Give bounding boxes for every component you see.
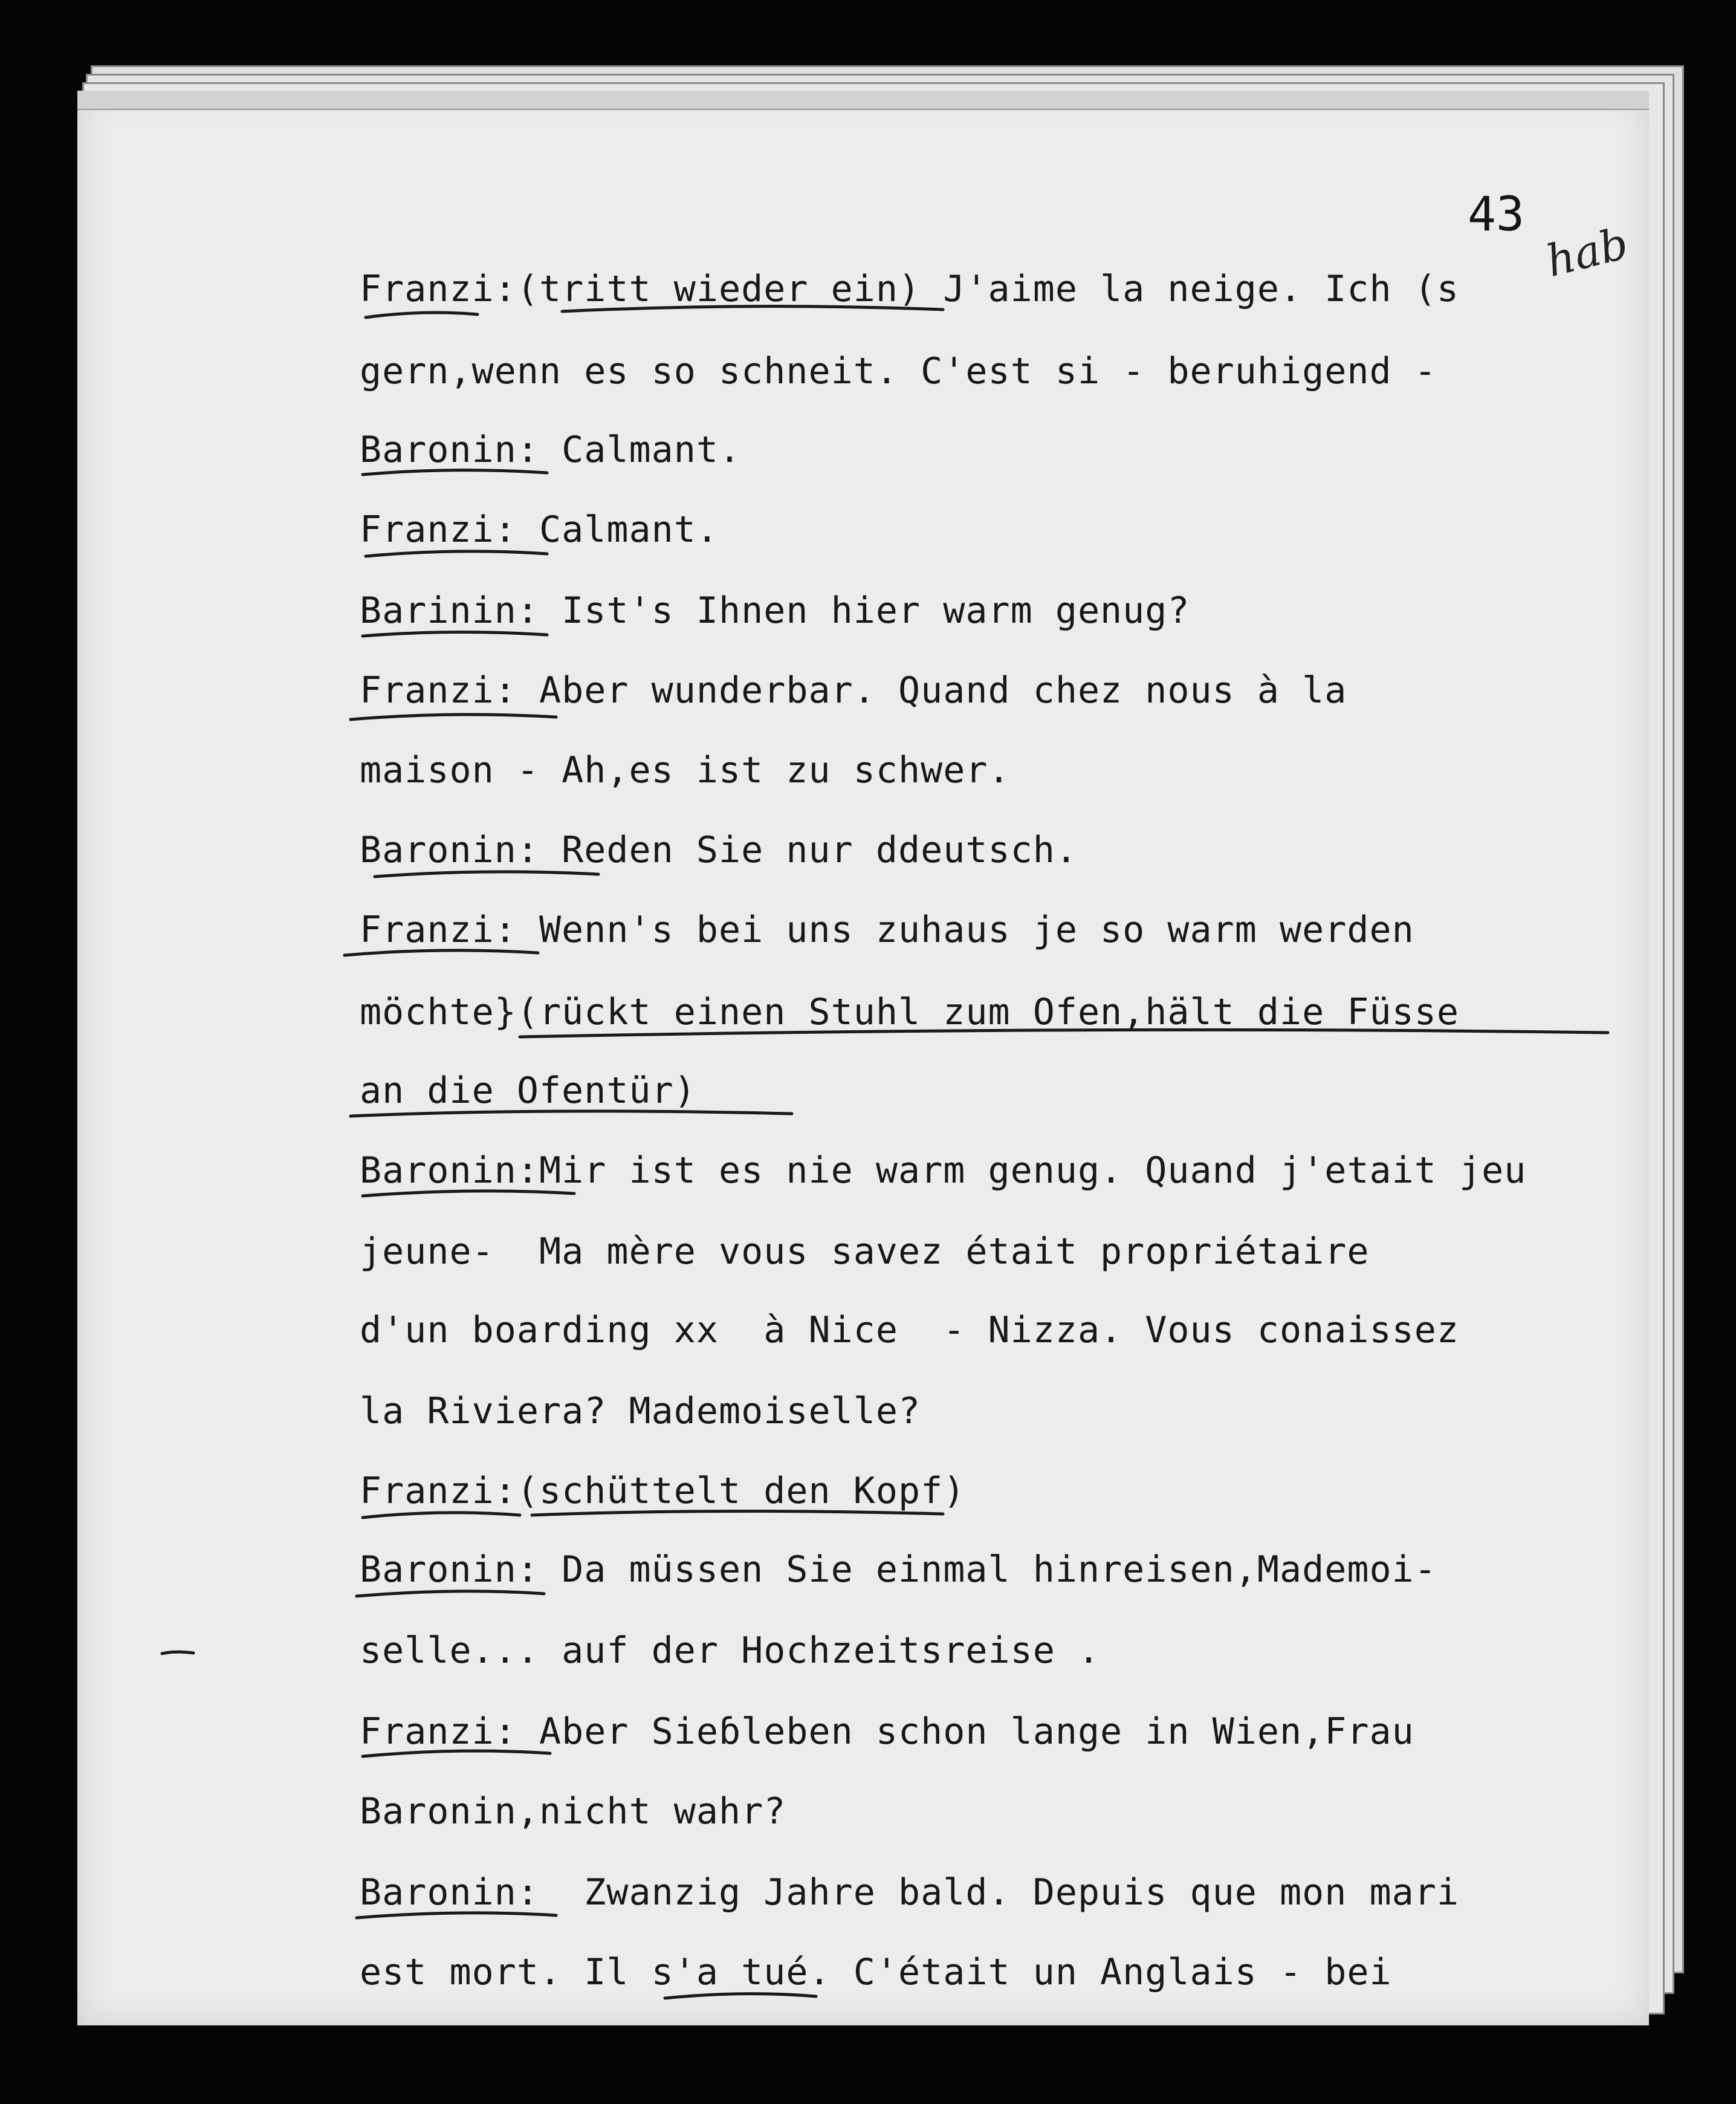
text-line: d'un boarding xx à Nice - Nizza. Vous conaissez	[360, 1309, 1460, 1351]
text-line: Baronin:Mir ist es nie warm genug. Quand j'etait jeu	[360, 1149, 1527, 1192]
text-line: an die Ofentür)	[360, 1070, 696, 1112]
text-line: Barinin: Ist's Ihnen hier warm genug?	[360, 589, 1190, 632]
text-line: Baronin: Calmant.	[360, 429, 742, 471]
text-line: Baronin: Da müssen Sie einmal hinreisen,Mademoi-	[360, 1548, 1437, 1591]
text-line: Baronin: Zwanzig Jahre bald. Depuis que mon mari	[360, 1871, 1460, 1914]
text-line: gern,wenn es so schneit. C'est si - beruhigend -	[360, 350, 1437, 392]
text-line: Franzi: Aber wunderbar. Quand chez nous à la	[360, 669, 1347, 712]
text-line: Franzi:(tritt wieder ein) J'aime la neige. Ich (s	[360, 268, 1460, 310]
text-line: Franzi:(schüttelt den Kopf)	[360, 1470, 966, 1512]
text-line: Franzi: Aber Sieɓleben schon lange in Wien,Frau	[360, 1710, 1414, 1753]
text-line: la Riviera? Mademoiselle?	[360, 1390, 921, 1432]
text-line: Baronin,nicht wahr?	[360, 1790, 786, 1833]
text-line: est mort. Il s'a tué. C'était un Anglais - bei	[360, 1951, 1392, 1993]
text-line: maison - Ah,es ist zu schwer.	[360, 749, 1011, 791]
text-line: Baronin: Reden Sie nur ddeutsch.	[360, 829, 1078, 871]
text-line: selle... auf der Hochzeitsreise .	[360, 1629, 1101, 1672]
page-number: 43	[1468, 187, 1524, 242]
text-line: möchte}(rückt einen Stuhl zum Ofen,hält die Füsse	[360, 991, 1460, 1033]
text-line: Franzi: Wenn's bei uns zuhaus je so warm werden	[360, 909, 1414, 951]
text-line: jeune- Ma mère vous savez était propriétaire	[360, 1230, 1370, 1273]
handwritten-note: hab	[1541, 217, 1633, 287]
text-line: Franzi: Calmant.	[360, 508, 719, 551]
